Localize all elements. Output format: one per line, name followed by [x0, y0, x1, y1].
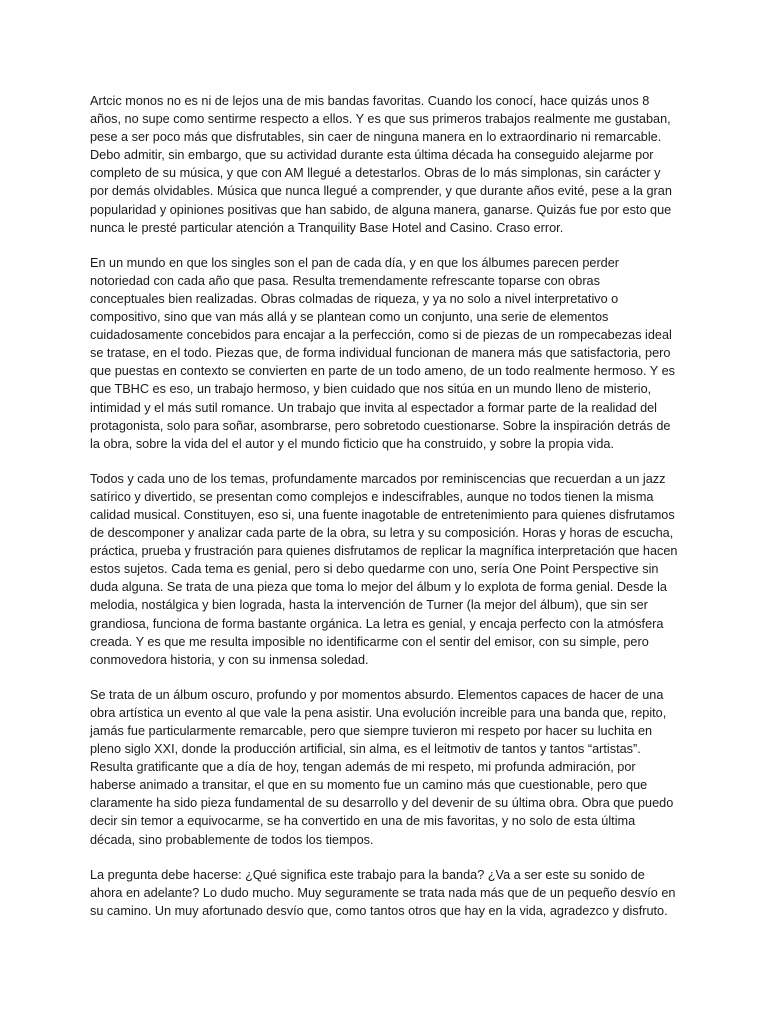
paragraph-1: Artcic monos no es ni de lejos una de mis bandas favoritas. Cuando los conocí, hace quizás unos 8 años, no supe como sentirme respecto a ellos. Y es que sus primeros trabajos realmente me gustaban, pese a ser poco más que disfrutables, sin caer de ninguna manera en lo extraordinario ni remarcable. Debo admitir, sin embargo, que su actividad durante esta última década ha conseguido alejarme por completo de su música, y que con AM llegué a detestarlos. Obras de lo más simplonas, sin carácter y por demás olvidables. Música que nunca llegué a comprender, y que durante años evité, pese a la gran popularidad y opiniones positivas que han sabido, de alguna manera, ganarse. Quizás fue por esto que nunca le presté particular atención a Tranquility Base Hotel and Casino. Craso error.: [90, 94, 672, 235]
paragraph-5: La pregunta debe hacerse: ¿Qué significa este trabajo para la banda? ¿Va a ser este su sonido de ahora en adelante? Lo dudo mucho. Muy seguramente se trata nada más que de un pequeño desvío en su camino. Un muy afortunado desvío que, como tantos otros que hay en la vida, agradezco y disfruto.: [90, 867, 676, 918]
paragraph-4: Se trata de un álbum oscuro, profundo y por momentos absurdo. Elementos capaces de hacer de una obra artística un evento al que vale la pena asistir. Una evolución increible para una banda que, repito, jamás fue particularmente remarcable, pero que siempre tuvieron mi respeto por hacer su luchita en pleno siglo XXI, donde la producción artificial, sin alma, es el leitmotiv de tantos y tantos “artistas”. Resulta gratificante que a día de hoy, tengan además de mi respeto, mi profunda admiración, por haberse animado a transitar, el que en su momento fue un camino más que cuestionable, pero que claramente ha sido pieza fundamental de su desarrollo y del devenir de su última obra. Obra que puedo decir sin temor a equivocarme, se ha convertido en una de mis favoritas, y no solo de esta última década, sino probablemente de todos los tiempos.: [90, 687, 674, 847]
document-page: [90, 92, 678, 937]
paragraph-3: Todos y cada uno de los temas, profundamente marcados por reminiscencias que recuerdan a un jazz satírico y divertido, se presentan como complejos e indescifrables, aunque no todos tienen la misma calidad musical. Constituyen, eso si, una fuente inagotable de entretenimiento para quienes disfrutamos de descomponer y analizar cada parte de la obra, su letra y su composición. Horas y horas de escucha, práctica, prueba y frustración para quienes disfrutamos de replicar la magnífica interpretación que hacen estos sujetos. Cada tema es genial, pero si debo quedarme con uno, sería One Point Perspective sin duda alguna. Se trata de una pieza que toma lo mejor del álbum y lo explota de forma genial. Desde la melodia, nostálgica y bien lograda, hasta la intervención de Turner (la mejor del álbum), que sin ser grandiosa, funciona de forma bastante orgánica. La letra es genial, y encaja perfecto con la atmósfera creada. Y es que me resulta imposible no identificarme con el sentir del emisor, con su simple, pero conmovedora historia, y con su inmensa soledad.: [90, 471, 678, 667]
paragraph-2: En un mundo en que los singles son el pan de cada día, y en que los álbumes parecen perder notoriedad con cada año que pasa. Resulta tremendamente refrescante toparse con obras conceptuales bien realizadas. Obras colmadas de riqueza, y ya no solo a nivel interpretativo o compositivo, sino que van más allá y se plantean como un conjunto, una serie de elementos cuidadosamente concebidos para encajar a la perfección, como si de piezas de un rompecabezas ideal se tratase, en el todo. Piezas que, de forma individual funcionan de manera más que satisfactoria, pero que puestas en contexto se convierten en parte de un todo ameno, de un todo realmente hermoso. Y es que TBHC es eso, un trabajo hermoso, y bien cuidado que nos sitúa en un mundo lleno de misterio, intimidad y el más sutil romance. Un trabajo que invita al espectador a formar parte de la realidad del protagonista, solo para soñar, asombrarse, pero sobretodo cuestionarse. Sobre la inspiración detrás de la obra, sobre la vida del el autor y el mundo ficticio que ha construido, y sobre la propia vida.: [90, 255, 675, 451]
